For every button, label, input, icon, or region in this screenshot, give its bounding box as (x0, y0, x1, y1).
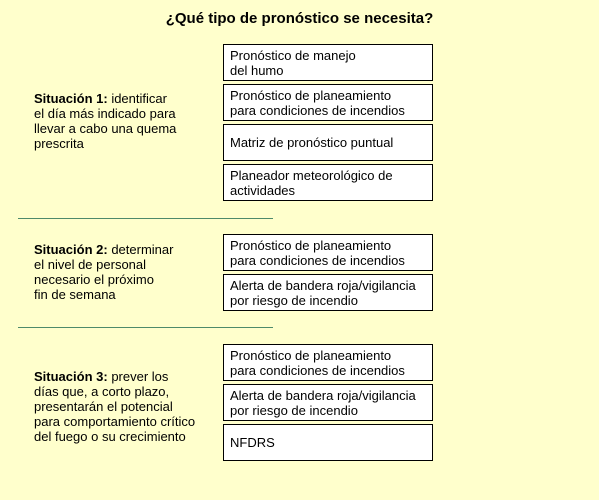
option-text-line: Planeador meteorológico de (230, 167, 393, 183)
situation-1-option-1 (223, 44, 433, 81)
option-text-line: Pronóstico de manejo (230, 47, 356, 63)
diagram-title: ¿Qué tipo de pronóstico se necesita? (165, 10, 434, 27)
option-text-line: Pronóstico de planeamiento (230, 87, 392, 103)
situation-1-label: Situación 1: (34, 91, 108, 106)
situation-3-description (34, 369, 214, 444)
section-divider (18, 327, 273, 328)
situation-1-option-2 (223, 84, 433, 121)
situation-2-description (34, 242, 214, 302)
situation-3-text-line: días que, a corto plazo, (34, 384, 170, 399)
section-divider (18, 218, 273, 219)
option-text-line: del humo (230, 62, 284, 78)
option-text-line: Alerta de bandera roja/vigilancia (230, 277, 416, 293)
situation-2-option-1 (223, 234, 433, 271)
situation-1-text-line: identificar (111, 91, 167, 106)
situation-3-label: Situación 3: (34, 369, 108, 384)
situation-1-text-line: llevar a cabo una quema (34, 121, 177, 136)
situation-2-option-2 (223, 274, 433, 311)
situation-1-option-4 (223, 164, 433, 201)
option-text-line: NFDRS (230, 435, 275, 450)
option-text-line: para condiciones de incendios (230, 362, 405, 378)
situation-2-text-line: fin de semana (34, 287, 116, 302)
option-text-line: para condiciones de incendios (230, 252, 405, 268)
situation-1-text-line: prescrita (34, 136, 84, 151)
situation-3-text-line: del fuego o su crecimiento (34, 429, 186, 444)
situation-3-text-line: prever los (111, 369, 169, 384)
situation-1-option-3 (223, 124, 433, 161)
situation-1-text-line: el día más indicado para (34, 106, 176, 121)
situation-3-option-1 (223, 344, 433, 381)
option-text-line: por riesgo de incendio (230, 292, 358, 308)
option-text-line: por riesgo de incendio (230, 402, 358, 418)
situation-3-text-line: para comportamiento crítico (34, 414, 196, 429)
situation-2-text-line: el nivel de personal (34, 257, 147, 272)
situation-2-label: Situación 2: (34, 242, 108, 257)
situation-1-description (34, 91, 214, 151)
option-text-line: para condiciones de incendios (230, 102, 405, 118)
option-text-line: Alerta de bandera roja/vigilancia (230, 387, 416, 403)
option-text-line: Matriz de pronóstico puntual (230, 135, 394, 150)
option-text-line: Pronóstico de planeamiento (230, 237, 392, 253)
situation-3-option-3 (223, 424, 433, 461)
situation-2-text-line: necesario el próximo (34, 272, 154, 287)
situation-3-text-line: presentarán el potencial (34, 399, 173, 414)
situation-2-text-line: determinar (111, 242, 174, 257)
option-text-line: Pronóstico de planeamiento (230, 347, 392, 363)
situation-3-option-2 (223, 384, 433, 421)
option-text-line: actividades (230, 182, 296, 198)
